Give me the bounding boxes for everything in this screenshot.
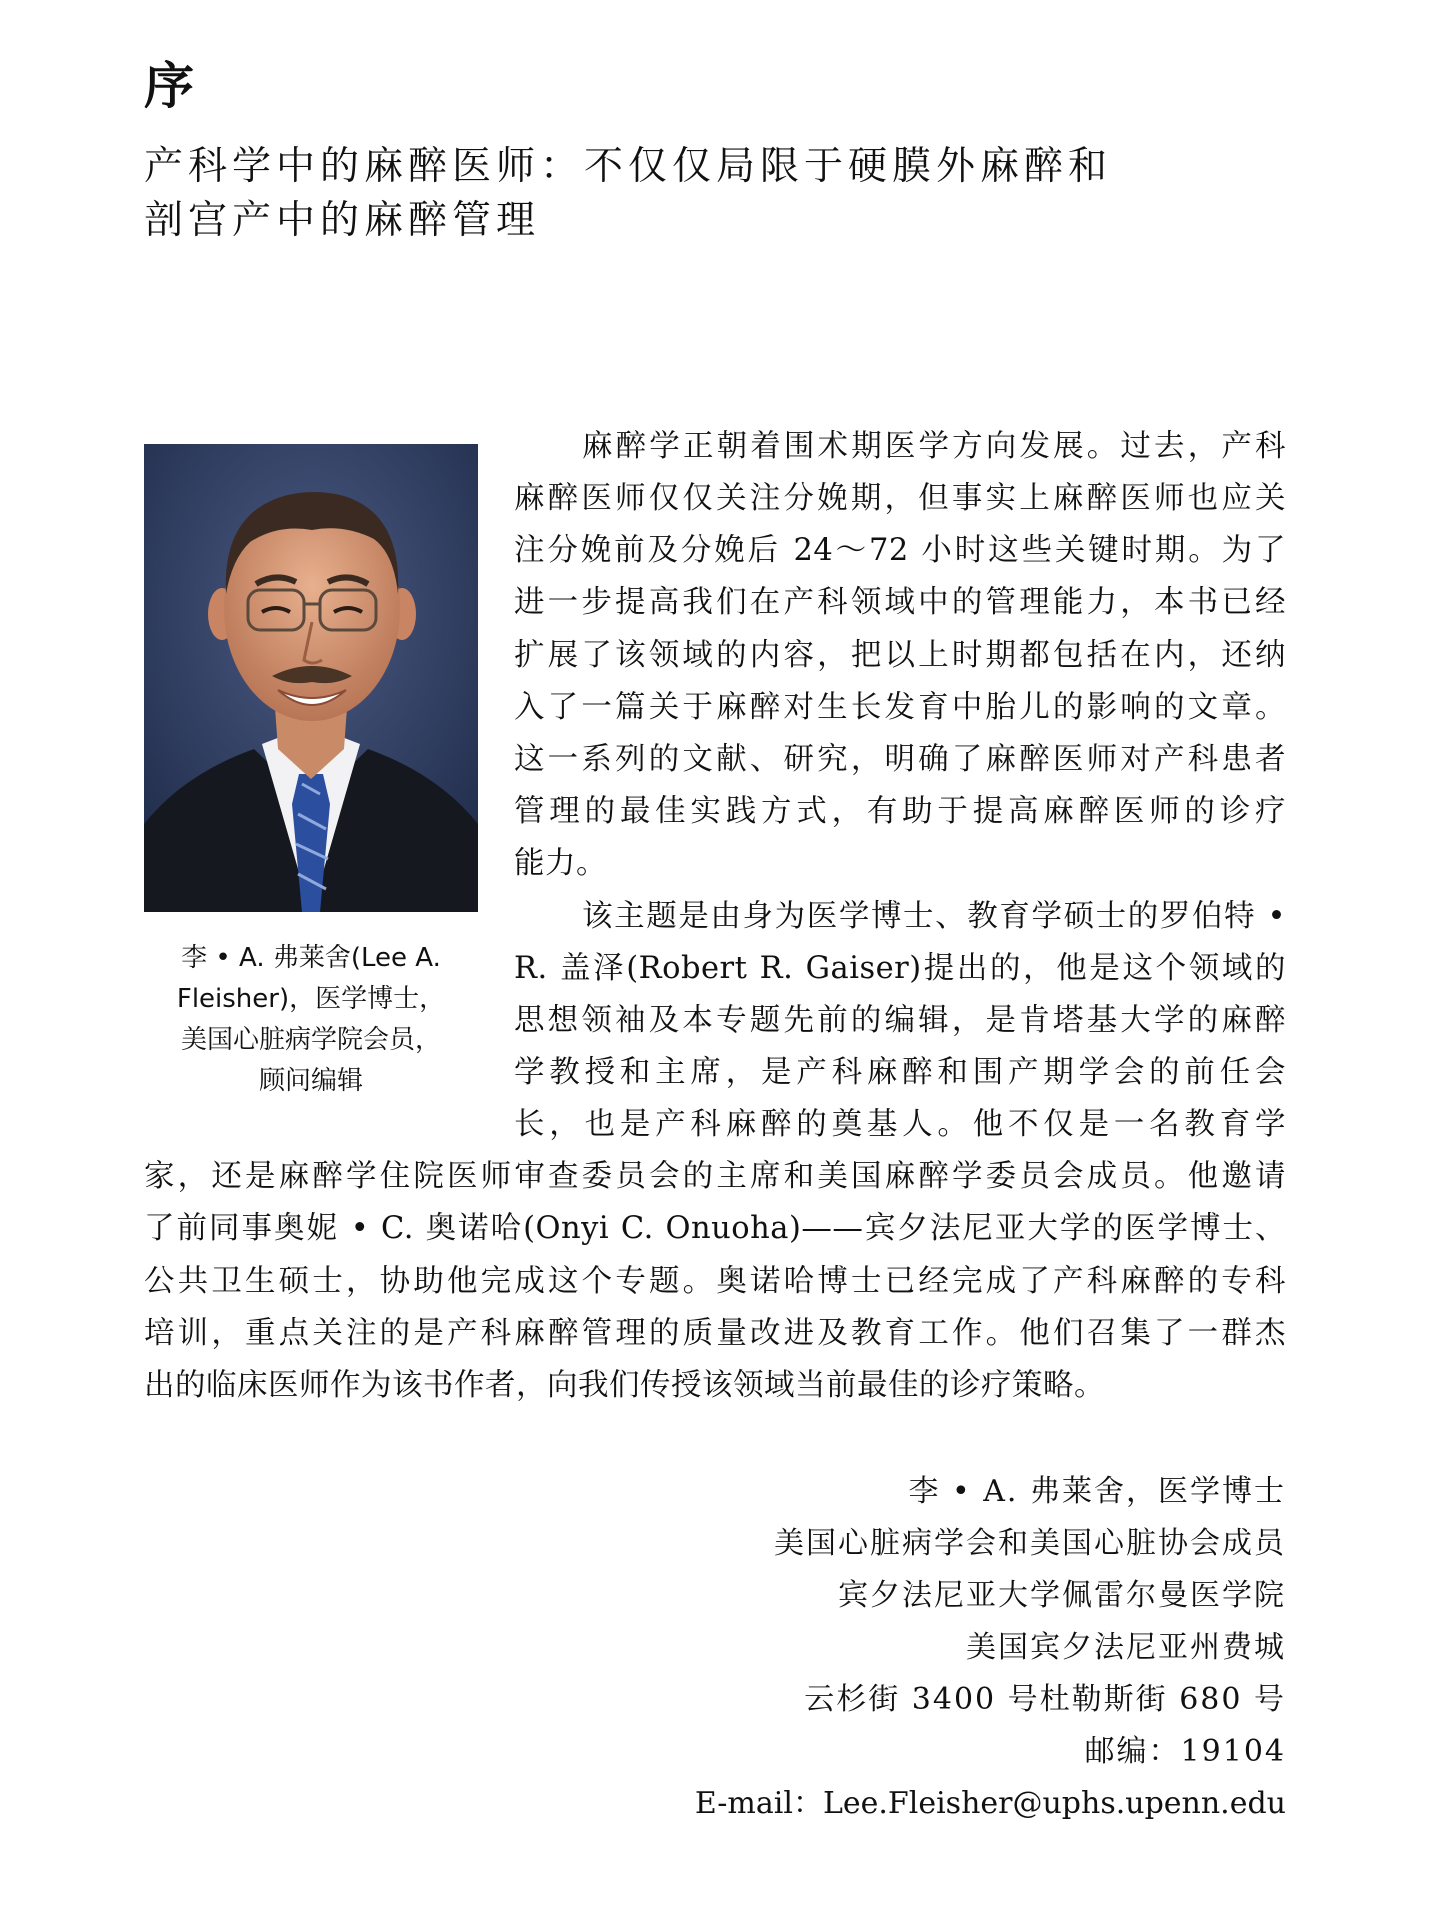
body-text-line: 出的临床医师作为该书作者，向我们传授该领域当前最佳的诊疗策略。 bbox=[144, 1368, 1105, 1403]
subtitle-line: 剖宫产中的麻醉管理 bbox=[144, 198, 541, 243]
preface-heading: 序 bbox=[144, 56, 194, 115]
body-text-line: 培训，重点关注的是产科麻醉管理的质量改进及教育工作。他们召集了一群杰 bbox=[144, 1316, 1286, 1351]
signature-institution: 宾夕法尼亚大学佩雷尔曼医学院 bbox=[838, 1578, 1286, 1613]
body-text-line: 了前同事奥妮 • C. 奥诺哈(Onyi C. Onuoha)——宾夕法尼亚大学的医学博士、 bbox=[144, 1211, 1286, 1246]
body-text-line: 扩展了该领域的内容，把以上时期都包括在内，还纳 bbox=[514, 638, 1286, 673]
body-text-line: 该主题是由身为医学博士、教育学硕士的罗伯特 • bbox=[582, 899, 1286, 934]
body-text-line: 公共卫生硕士，协助他完成这个专题。奥诺哈博士已经完成了产科麻醉的专科 bbox=[144, 1264, 1286, 1299]
body-text-line: 学教授和主席，是产科麻醉和围产期学会的前任会 bbox=[514, 1055, 1286, 1090]
subtitle-line: 产科学中的麻醉医师：不仅仅局限于硬膜外麻醉和 bbox=[144, 144, 1113, 189]
body-text-line: 长，也是产科麻醉的奠基人。他不仅是一名教育学 bbox=[514, 1107, 1286, 1142]
body-text-line: R. 盖泽(Robert R. Gaiser)提出的，他是这个领域的 bbox=[514, 951, 1286, 986]
body-text-line: 麻醉医师仅仅关注分娩期，但事实上麻醉医师也应关 bbox=[514, 481, 1286, 516]
signature-name: 李 • A. 弗莱舍，医学博士 bbox=[908, 1474, 1286, 1509]
body-text-line: 家，还是麻醉学住院医师审查委员会的主席和美国麻醉学委员会成员。他邀请 bbox=[144, 1159, 1286, 1194]
signature-email: E-mail：Lee.Fleisher@uphs.upenn.edu bbox=[694, 1786, 1286, 1821]
photo-caption bbox=[144, 938, 478, 1102]
preface-subtitle bbox=[144, 140, 1244, 248]
signature-postal-code: 邮编：19104 bbox=[1084, 1734, 1286, 1769]
editor-portrait-photo bbox=[144, 444, 478, 912]
signature-city: 美国宾夕法尼亚州费城 bbox=[966, 1630, 1286, 1665]
body-text-line: 进一步提高我们在产科领域中的管理能力，本书已经 bbox=[514, 585, 1286, 620]
body-text-line: 能力。 bbox=[514, 846, 607, 881]
body-text-line: 管理的最佳实践方式，有助于提高麻醉医师的诊疗 bbox=[514, 794, 1286, 829]
caption-line: 美国心脏病学院会员， bbox=[180, 1025, 441, 1055]
body-text-line: 麻醉学正朝着围术期医学方向发展。过去，产科 bbox=[582, 429, 1286, 464]
signature-address: 云杉街 3400 号杜勒斯街 680 号 bbox=[804, 1682, 1286, 1717]
body-text-line: 思想领袖及本专题先前的编辑，是肯塔基大学的麻醉 bbox=[514, 1003, 1286, 1038]
body-text-line: 入了一篇关于麻醉对生长发育中胎儿的影响的文章。 bbox=[514, 690, 1286, 725]
body-text-line: 注分娩前及分娩后 24～72 小时这些关键时期。为了 bbox=[514, 533, 1286, 568]
body-text-line: 这一系列的文献、研究，明确了麻醉医师对产科患者 bbox=[514, 742, 1286, 777]
signature-title: 美国心脏病学会和美国心脏协会成员 bbox=[774, 1526, 1286, 1561]
caption-line: 顾问编辑 bbox=[258, 1066, 363, 1096]
caption-line: 李 • A. 弗莱舍(Lee A. bbox=[181, 943, 441, 973]
caption-line: Fleisher)，医学博士， bbox=[176, 984, 446, 1014]
